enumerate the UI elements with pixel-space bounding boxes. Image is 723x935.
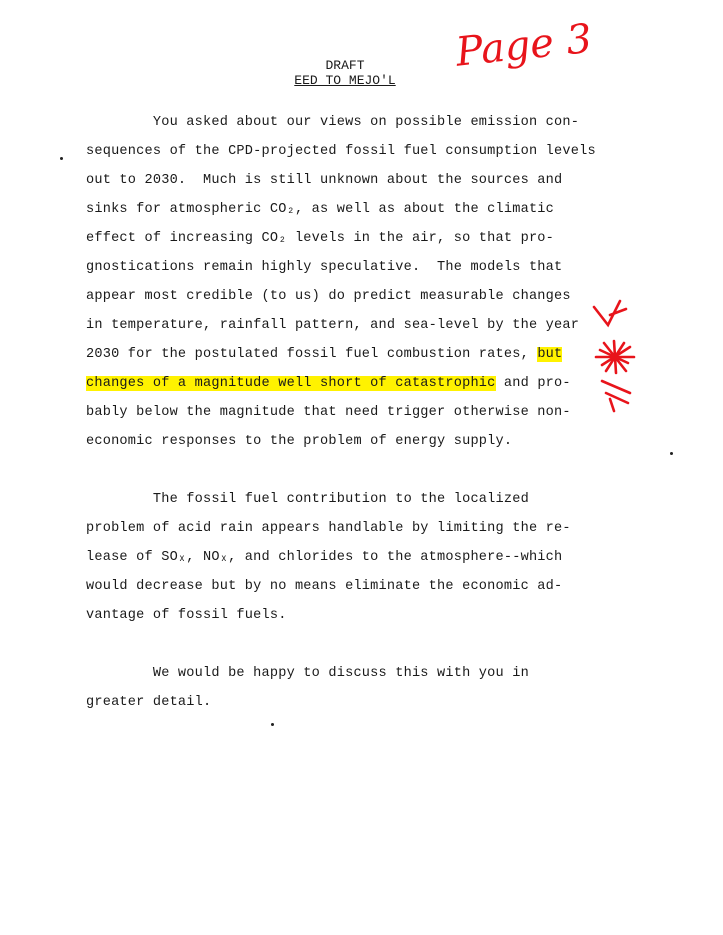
- paragraph-1-line-1: You asked about our views on possible emission con-: [86, 115, 580, 130]
- memo-route-heading: EED TO MEJO'L: [294, 73, 396, 88]
- highlighted-text-a: but: [537, 347, 563, 362]
- scan-speck: [271, 723, 274, 726]
- paragraph-1-line-4: sinks for atmospheric CO₂, as well as about the climatic: [86, 202, 555, 217]
- line-10-tail: and pro-: [495, 376, 571, 391]
- paragraph-2-line-2: problem of acid rain appears handlable by limiting the re-: [86, 521, 571, 536]
- scan-speck: [670, 452, 673, 455]
- draft-heading: DRAFT: [325, 58, 365, 73]
- red-pen-margin-marks: [580, 295, 660, 415]
- paragraph-2-line-1: The fossil fuel contribution to the localized: [86, 492, 529, 507]
- paragraph-2-line-3: lease of SOₓ, NOₓ, and chlorides to the atmosphere--which: [86, 550, 563, 565]
- paragraph-1-line-5: effect of increasing CO₂ levels in the air, so that pro-: [86, 231, 555, 246]
- paragraph-1-line-9: [86, 347, 562, 362]
- paragraph-1-line-6: gnostications remain highly speculative. The models that: [86, 260, 563, 275]
- svg-text:Page 3: Page 3: [453, 15, 595, 76]
- paragraph-1-line-10: [86, 376, 571, 391]
- highlighted-text-b: changes of a magnitude well short of catastrophic: [86, 376, 496, 391]
- paragraph-1-line-7: appear most credible (to us) do predict measurable changes: [86, 289, 571, 304]
- paragraph-1-line-12: economic responses to the problem of energy supply.: [86, 434, 513, 449]
- paragraph-3-line-2: greater detail.: [86, 695, 212, 710]
- paragraph-1-line-3: out to 2030. Much is still unknown about the sources and: [86, 173, 563, 188]
- paragraph-2-line-4: would decrease but by no means eliminate the economic ad-: [86, 579, 563, 594]
- paragraph-3-line-1: We would be happy to discuss this with you in: [86, 666, 529, 681]
- scan-speck: [60, 157, 63, 160]
- paragraph-1-line-11: bably below the magnitude that need trigger otherwise non-: [86, 405, 571, 420]
- line-9-text: 2030 for the postulated fossil fuel combustion rates,: [86, 347, 538, 362]
- paragraph-1-line-2: sequences of the CPD-projected fossil fuel consumption levels: [86, 144, 596, 159]
- paragraph-2-line-5: vantage of fossil fuels.: [86, 608, 287, 623]
- paragraph-1-line-8: in temperature, rainfall pattern, and sea-level by the year: [86, 318, 580, 333]
- handwritten-page-label: [452, 10, 612, 90]
